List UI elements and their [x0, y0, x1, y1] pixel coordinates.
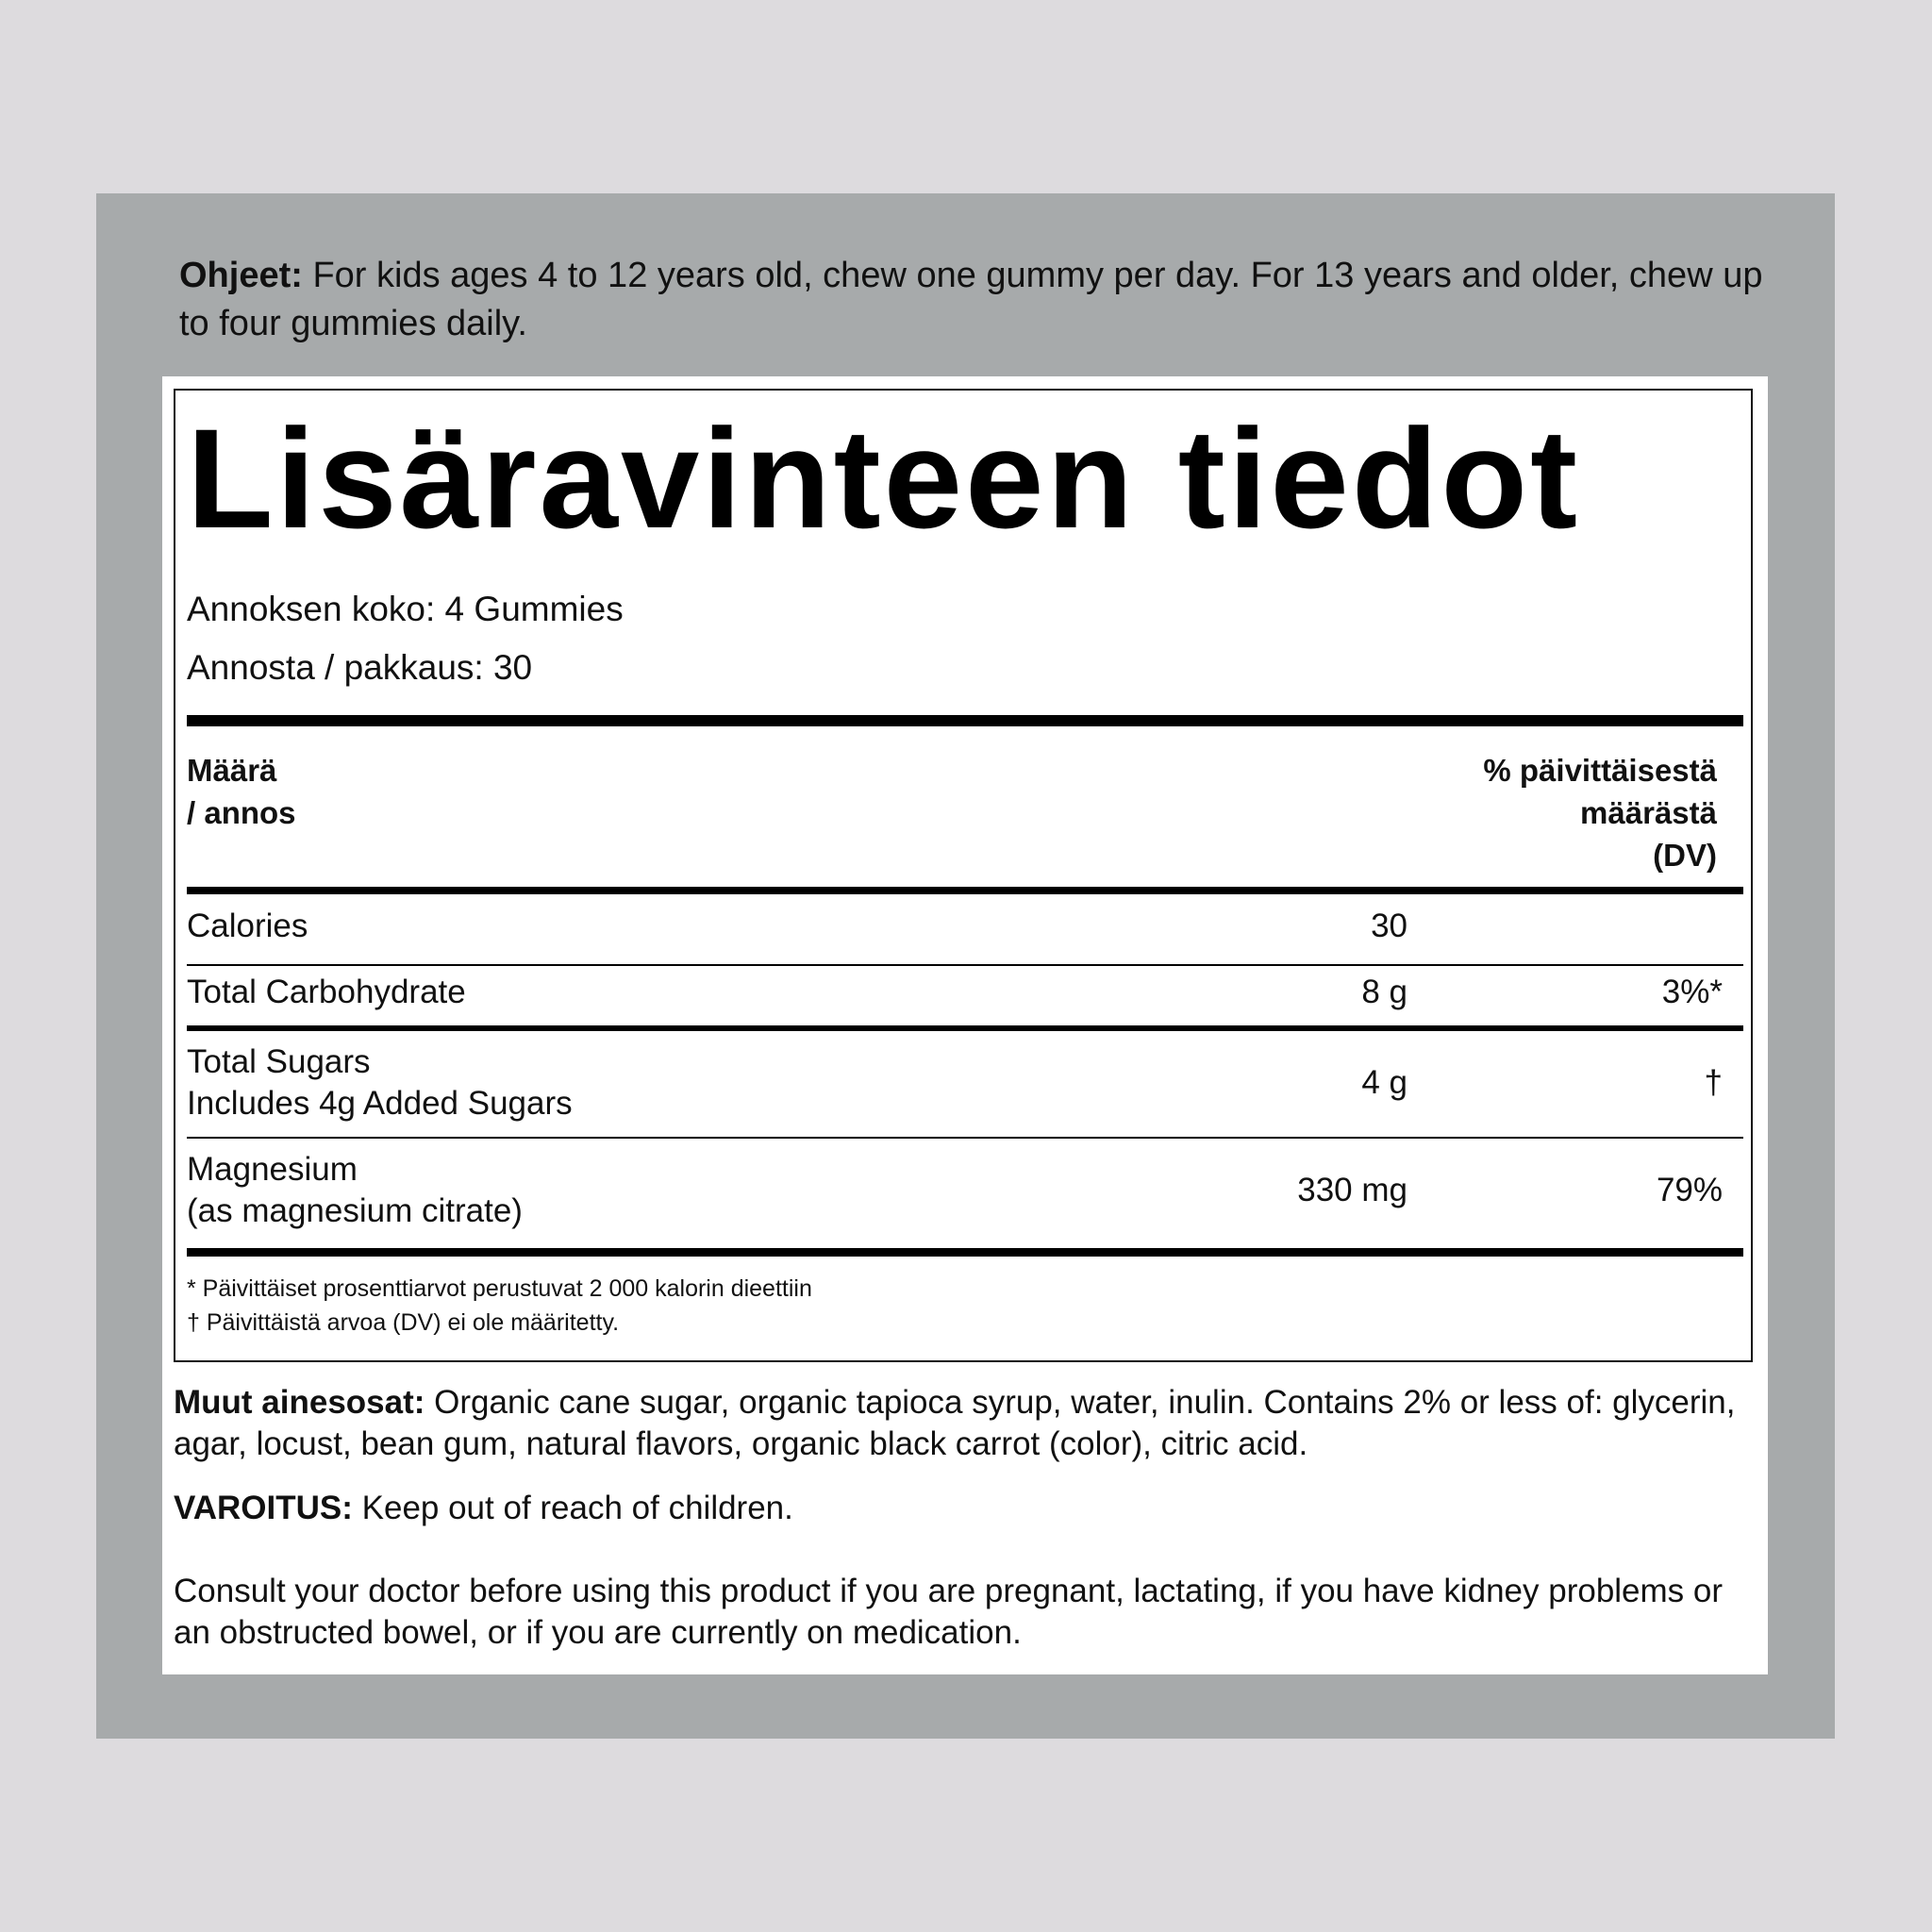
other-ingredients-label: Muut ainesosat:: [174, 1384, 425, 1421]
directions-text: [179, 252, 1764, 348]
row-sublabel-magnesium: (as magnesium citrate): [187, 1192, 523, 1229]
row-amount-sugars: 4 g: [1361, 1064, 1407, 1101]
servings-per-container: Annosta / pakkaus: 30: [187, 648, 533, 687]
thick-divider-top: [187, 715, 1743, 726]
other-ingredients-text: Organic cane sugar, organic tapioca syrup, water, inulin. Contains 2% or less of: glycerin, agar, locust, bean gum, natural flavors, organic black carrot (color), citric acid.: [174, 1384, 1736, 1462]
row-amount-carbohydrate: 8 g: [1361, 974, 1407, 1010]
row-dv-magnesium: 79%: [1656, 1172, 1723, 1208]
other-ingredients: [174, 1382, 1758, 1465]
header-amount: [187, 749, 296, 834]
header-dv-line1: % päivittäisestä: [1483, 753, 1717, 788]
directions-label: Ohjeet:: [179, 256, 303, 295]
label-panel: [96, 193, 1835, 1739]
row-dv-carbohydrate: 3%*: [1661, 974, 1723, 1010]
header-daily-value: [1483, 749, 1717, 876]
header-dv-line3: (DV): [1653, 838, 1717, 873]
row-sublabel-sugars: Includes 4g Added Sugars: [187, 1085, 573, 1122]
thick-divider-bottom: [187, 1248, 1743, 1257]
warning-text: Keep out of reach of children.: [352, 1490, 793, 1526]
divider-thin: [187, 964, 1743, 966]
row-amount-calories: 30: [1371, 908, 1407, 944]
row-dv-sugars: †: [1704, 1064, 1723, 1101]
facts-title: Lisäravinteen tiedot: [187, 399, 1581, 558]
row-label-magnesium: Magnesium: [187, 1151, 358, 1188]
row-label-calories: Calories: [187, 908, 308, 944]
directions-body: For kids ages 4 to 12 years old, chew one gummy per day. For 13 years and older, chew up to four gummies daily.: [179, 256, 1763, 343]
header-amount-line1: Määrä: [187, 753, 277, 788]
row-label-sugars: Total Sugars: [187, 1043, 371, 1080]
thick-divider-header: [187, 887, 1743, 894]
consult-notice: Consult your doctor before using this product if you are pregnant, lactating, if you have kidney problems or an obstructed bowel, or if you are currently on medication.: [174, 1573, 1724, 1651]
footnote-daily-values: * Päivittäiset prosenttiarvot perustuvat 2 000 kalorin dieettiin: [187, 1275, 812, 1302]
supplement-facts-box: [174, 389, 1753, 1362]
divider-thin: [187, 1137, 1743, 1139]
divider-medium: [187, 1025, 1743, 1031]
label-content: [162, 376, 1768, 1674]
warning: [174, 1488, 1758, 1529]
row-label-carbohydrate: Total Carbohydrate: [187, 974, 466, 1010]
row-amount-magnesium: 330 mg: [1297, 1172, 1407, 1208]
warning-label: VAROITUS:: [174, 1490, 353, 1526]
header-dv-line2: määrästä: [1580, 795, 1717, 830]
header-amount-line2: / annos: [187, 795, 296, 830]
footnote-dv-not-established: † Päivittäistä arvoa (DV) ei ole määritetty.: [187, 1309, 620, 1336]
serving-size: Annoksen koko: 4 Gummies: [187, 590, 624, 628]
